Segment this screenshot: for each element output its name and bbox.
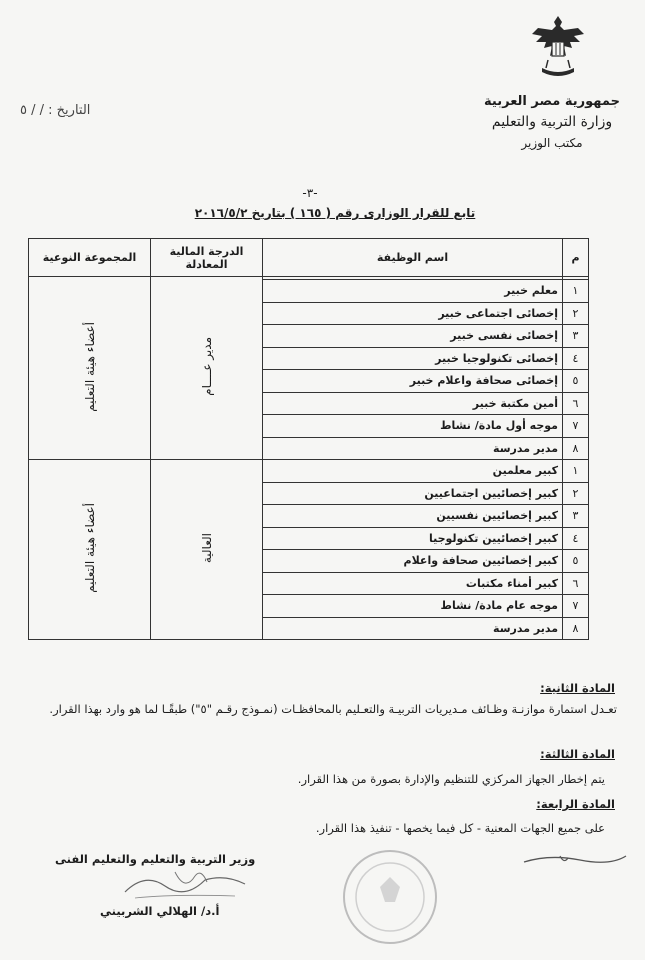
table-row: ٧ موجه عام مادة/ نشاط (29, 595, 589, 618)
grade-cell-1: مدير عــــام (151, 277, 263, 460)
office-name: مكتب الوزير (521, 135, 583, 150)
signature-icon (115, 862, 255, 902)
date-line: التاريخ : / / ٥ (20, 103, 91, 118)
table-row: ١ معلم خبير (29, 280, 589, 303)
header-number: م (563, 239, 589, 277)
table-row: ٦ كبير أمناء مكتبات (29, 572, 589, 595)
table-row: ٣ إخصائى نفسى خبير (29, 325, 589, 348)
letterhead (477, 92, 627, 152)
page-number: -٣- (302, 186, 318, 200)
table-header-row (29, 239, 589, 277)
category-cell-2: أعضاء هيئة التعليم (29, 460, 151, 640)
table-row: ٢ إخصائى اجتماعى خبير (29, 302, 589, 325)
table-row: ٤ إخصائى تكنولوجيا خبير (29, 347, 589, 370)
table-row: ٤ كبير إخصائيين تكنولوجيا (29, 527, 589, 550)
initials-mark-icon (520, 848, 630, 872)
table-row: ٧ موجه أول مادة/ نشاط (29, 415, 589, 438)
article-2-text: تعـدل استمارة موازنـة وظـائف مـديريات التربيـة والتعـليم بالمحافظـات (نمـوذج رقـم "٥") طبقًـا لما هو وارد بهذا القرار. (49, 702, 617, 716)
table-row: ٥ كبير إخصائيين صحافة واعلام (29, 550, 589, 573)
article-2-title: المادة الثانية: (540, 681, 615, 695)
stamp-icon (325, 842, 455, 952)
ministry-name: وزارة التربية والتعليم (491, 114, 613, 131)
decree-title: تابع للقرار الوزارى رقم ( ١٦٥ ) بتاريخ ٢٠١٦/٥/٢ (194, 206, 476, 220)
table-row: ١ كبير معلمين العالية أعضاء هيئة التعليم (29, 460, 589, 483)
article-4-text: على جميع الجهات المعنية - كل فيما يخصها - تنفيذ هذا القرار. (315, 821, 605, 835)
article-4-title: المادة الرابعة: (536, 797, 615, 811)
signatory-title: وزير التربية والتعليم والتعليم الفنى (55, 852, 256, 866)
eagle-emblem-icon (528, 12, 588, 82)
category-cell-1: أعضاء هيئة التعليم (29, 277, 151, 460)
table-row: ٨ مدير مدرسة (29, 437, 589, 460)
signatory-name: أ.د/ الهلالي الشربيني (100, 904, 220, 918)
header-job-title: اسم الوظيفة (263, 239, 563, 277)
jobs-table (28, 238, 589, 640)
header-category: المجموعة النوعية (29, 239, 151, 277)
table-row: ٨ مدير مدرسة (29, 617, 589, 640)
header-grade: الدرجة المالية المعادلة (151, 239, 263, 277)
article-3-text: يتم إخطار الجهاز المركزي للتنظيم والإدارة بصورة من هذا القرار. (297, 772, 605, 786)
table-row: ٥ إخصائى صحافة واعلام خبير (29, 370, 589, 393)
grade-cell-2: العالية (151, 460, 263, 640)
table-row: ٢ كبير إخصائيين اجتماعيين (29, 482, 589, 505)
table-row: ٣ كبير إخصائيين نفسيين (29, 505, 589, 528)
article-3-title: المادة الثالثة: (540, 747, 615, 761)
table-row: ٦ أمين مكتبة خبير (29, 392, 589, 415)
country-name: جمهورية مصر العربية (484, 94, 620, 109)
